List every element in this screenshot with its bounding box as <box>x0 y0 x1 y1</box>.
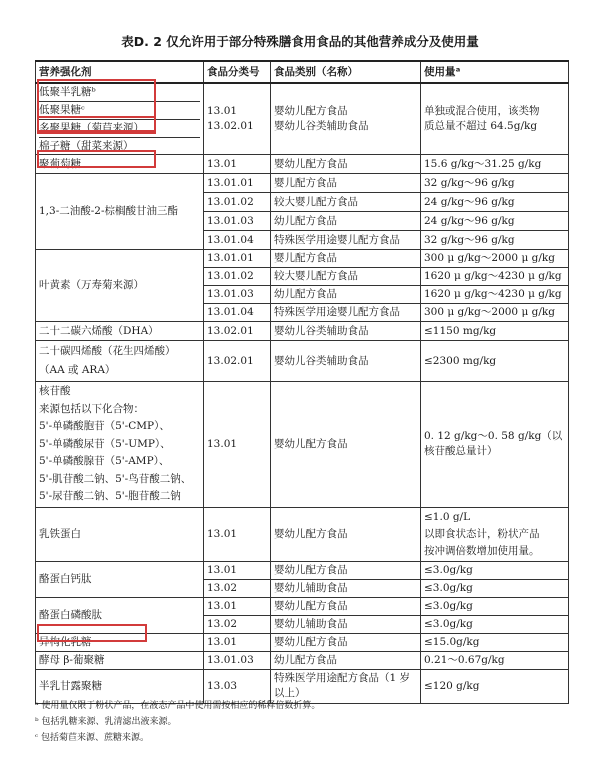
food-code: 13.01 <box>204 561 271 579</box>
fortifier-name: 酵母 β-葡聚糖 <box>36 651 204 669</box>
fortifier-line: 5'-单磷酸胞苷（5'-CMP）、 <box>39 420 170 432</box>
food-code: 13.02 <box>204 579 271 597</box>
fortifier-name: 酪蛋白钙肽 <box>36 561 204 597</box>
usage-text: 单独或混合使用，该类物 <box>424 105 540 117</box>
food-category: 婴幼儿配方食品 <box>271 382 421 508</box>
food-code-cell <box>204 83 271 155</box>
food-category: 婴幼儿配方食品 <box>271 597 421 615</box>
usage-text: ≤3.0g/kg <box>421 579 569 597</box>
food-category: 以上） <box>274 687 306 699</box>
fortifier-line: 来源包括以下化合物： <box>39 402 144 415</box>
food-category: 幼儿配方食品 <box>271 212 421 231</box>
table-row <box>36 341 569 382</box>
food-category: 幼儿配方食品 <box>271 651 421 669</box>
food-category: 婴幼儿辅助食品 <box>271 615 421 633</box>
highlight-box-isolactulose <box>37 624 147 642</box>
usage-text: 300 μ g/kg～2000 μ g/kg <box>421 304 569 322</box>
usage-text: ≤15.0g/kg <box>421 633 569 651</box>
highlight-box-polyfructose <box>37 116 156 134</box>
usage-text: 核苷酸总量计） <box>424 445 498 458</box>
footnote: ᵇ 包括乳糖来源、乳清滤出液来源。 <box>35 717 177 727</box>
food-code: 13.01.02 <box>204 193 271 212</box>
food-category-cell <box>271 83 421 155</box>
footnote: ᵃ 使用量仅限于粉状产品，在液态产品中使用需按相应的稀释倍数折算。 <box>35 701 321 711</box>
usage-text: 按冲调倍数增加使用量。 <box>424 544 540 557</box>
food-category: 幼儿配方食品 <box>271 286 421 304</box>
fortifier-name: 聚葡萄糖 <box>36 155 204 174</box>
usage-text: ≤120 g/kg <box>421 669 569 703</box>
food-category: 婴儿配方食品 <box>271 250 421 268</box>
fortifier-name: 二十碳四烯酸（花生四烯酸） <box>39 345 176 357</box>
table-caption: 表D. 2 仅允许用于部分特殊膳食用食品的其他营养成分及使用量 <box>121 34 479 49</box>
fortifier-name: 半乳甘露聚糖 <box>36 669 204 703</box>
fortifier-line: 5'-单磷酸尿苷（5'-UMP）、 <box>39 437 171 450</box>
usage-text: 24 g/kg～96 g/kg <box>421 193 569 212</box>
fortifier-name: 低聚果糖ᶜ <box>39 102 200 120</box>
usage-text: ≤1.0 g/L <box>424 510 471 523</box>
fortifier-line: 5'-单磷酸腺苷（5'-AMP）、 <box>39 455 170 467</box>
usage-text: 32 g/kg～96 g/kg <box>421 174 569 193</box>
usage-text: 32 g/kg～96 g/kg <box>421 231 569 250</box>
usage-text: 1620 μ g/kg～4230 μ g/kg <box>421 286 569 304</box>
food-category: 婴幼儿配方食品 <box>271 561 421 579</box>
food-code: 13.01.01 <box>204 250 271 268</box>
food-code: 13.01.03 <box>204 651 271 669</box>
fortifier-name: 二十二碳六烯酸（DHA） <box>36 322 204 341</box>
table-row <box>36 651 569 669</box>
food-code: 13.02.01 <box>204 341 271 382</box>
highlight-box-polyglucose <box>37 150 156 168</box>
food-category: 婴幼儿配方食品 <box>271 633 421 651</box>
food-code: 13.01.01 <box>204 174 271 193</box>
food-category: 婴幼儿谷类辅助食品 <box>271 341 421 382</box>
footnote: ᶜ 包括菊苣来源、蔗糖来源。 <box>35 733 149 743</box>
usage-text: 300 μ g/kg～2000 μ g/kg <box>421 250 569 268</box>
fortifier-name: 棉子糖（甜菜来源） <box>39 140 134 152</box>
table-row <box>36 507 569 561</box>
food-category: 婴儿配方食品 <box>271 174 421 193</box>
fortifier-name: 叶黄素（万寿菊来源） <box>36 250 204 322</box>
food-code: 13.02.01 <box>207 120 254 132</box>
fortifier-line: 5'-肌苷酸二钠、5'-鸟苷酸二钠、 <box>39 472 192 485</box>
fortifier-name: 低聚半乳糖ᵇ <box>39 84 200 102</box>
food-category: 婴幼儿配方食品 <box>271 155 421 174</box>
header-food-category: 食品类别（名称） <box>271 61 421 83</box>
fortifier-line: 5'-尿苷酸二钠、5'-胞苷酸二钠 <box>39 490 181 502</box>
food-code: 13.01.04 <box>204 231 271 250</box>
table-row <box>36 597 569 615</box>
header-fortifier: 营养强化剂 <box>36 61 204 83</box>
food-category: 婴幼儿配方食品 <box>271 507 421 561</box>
usage-text: 15.6 g/kg～31.25 g/kg <box>421 155 569 174</box>
fortifier-name: 多聚果糖（菊苣来源） <box>39 120 200 138</box>
header-food-code: 食品分类号 <box>204 61 271 83</box>
food-code: 13.01.03 <box>204 212 271 231</box>
food-code: 13.03 <box>204 669 271 703</box>
footnotes <box>35 698 568 746</box>
food-category: 婴幼儿配方食品 <box>274 105 348 117</box>
usage-cell <box>421 83 569 155</box>
fortifier-name: （AA 或 ARA） <box>39 364 116 376</box>
usage-text: 1620 μ g/kg～4230 μ g/kg <box>421 268 569 286</box>
food-code: 13.01 <box>204 507 271 561</box>
table-row <box>36 322 569 341</box>
usage-text: ≤3.0g/kg <box>421 615 569 633</box>
fortifier-cell <box>36 341 204 382</box>
usage-text: ≤3.0g/kg <box>421 597 569 615</box>
food-category: 特殊医学用途婴儿配方食品 <box>271 304 421 322</box>
food-code: 13.01 <box>204 633 271 651</box>
food-code: 13.01 <box>204 155 271 174</box>
food-category: 特殊医学用途婴儿配方食品 <box>271 231 421 250</box>
food-category: 婴幼儿谷类辅助食品 <box>271 322 421 341</box>
usage-text: 以即食状态计，粉状产品 <box>424 527 540 540</box>
fortifier-cell <box>36 382 204 508</box>
header-usage: 使用量ᵃ <box>421 61 569 83</box>
food-code: 13.01 <box>204 597 271 615</box>
usage-cell <box>421 507 569 561</box>
food-code: 13.01 <box>207 105 238 117</box>
fortifier-name: 异构化乳糖 <box>36 633 204 651</box>
table-row <box>36 382 569 508</box>
usage-text: ≤1150 mg/kg <box>421 322 569 341</box>
fortifier-line: 核苷酸 <box>39 385 71 397</box>
food-code: 13.01.04 <box>204 304 271 322</box>
table-row <box>36 174 569 193</box>
food-category: 婴幼儿辅助食品 <box>271 579 421 597</box>
food-code: 13.01.03 <box>204 286 271 304</box>
fortifier-name: 1,3-二油酸-2-棕榈酸甘油三酯 <box>36 174 204 250</box>
food-category: 婴幼儿谷类辅助食品 <box>274 120 369 132</box>
usage-text: 24 g/kg～96 g/kg <box>421 212 569 231</box>
food-code: 13.01.02 <box>204 268 271 286</box>
usage-text: ≤2300 mg/kg <box>421 341 569 382</box>
usage-text: 0. 12 g/kg～0. 58 g/kg（以 <box>424 430 563 443</box>
food-code: 13.02.01 <box>204 322 271 341</box>
fortifier-name: 乳铁蛋白 <box>36 507 204 561</box>
usage-text: 质总量不超过 64.5g/kg <box>424 120 538 132</box>
usage-cell <box>421 382 569 508</box>
fortifier-name: 酪蛋白磷酸肽 <box>36 597 204 633</box>
food-code: 13.02 <box>204 615 271 633</box>
table-row <box>36 561 569 579</box>
usage-text: ≤3.0g/kg <box>421 561 569 579</box>
food-category: 较大婴儿配方食品 <box>271 193 421 212</box>
food-category: 特殊医学用途配方食品（1 岁 <box>274 672 411 684</box>
food-category: 较大婴儿配方食品 <box>271 268 421 286</box>
table-row <box>36 250 569 268</box>
usage-text: 0.21～0.67g/kg <box>421 651 569 669</box>
food-code: 13.01 <box>204 382 271 508</box>
